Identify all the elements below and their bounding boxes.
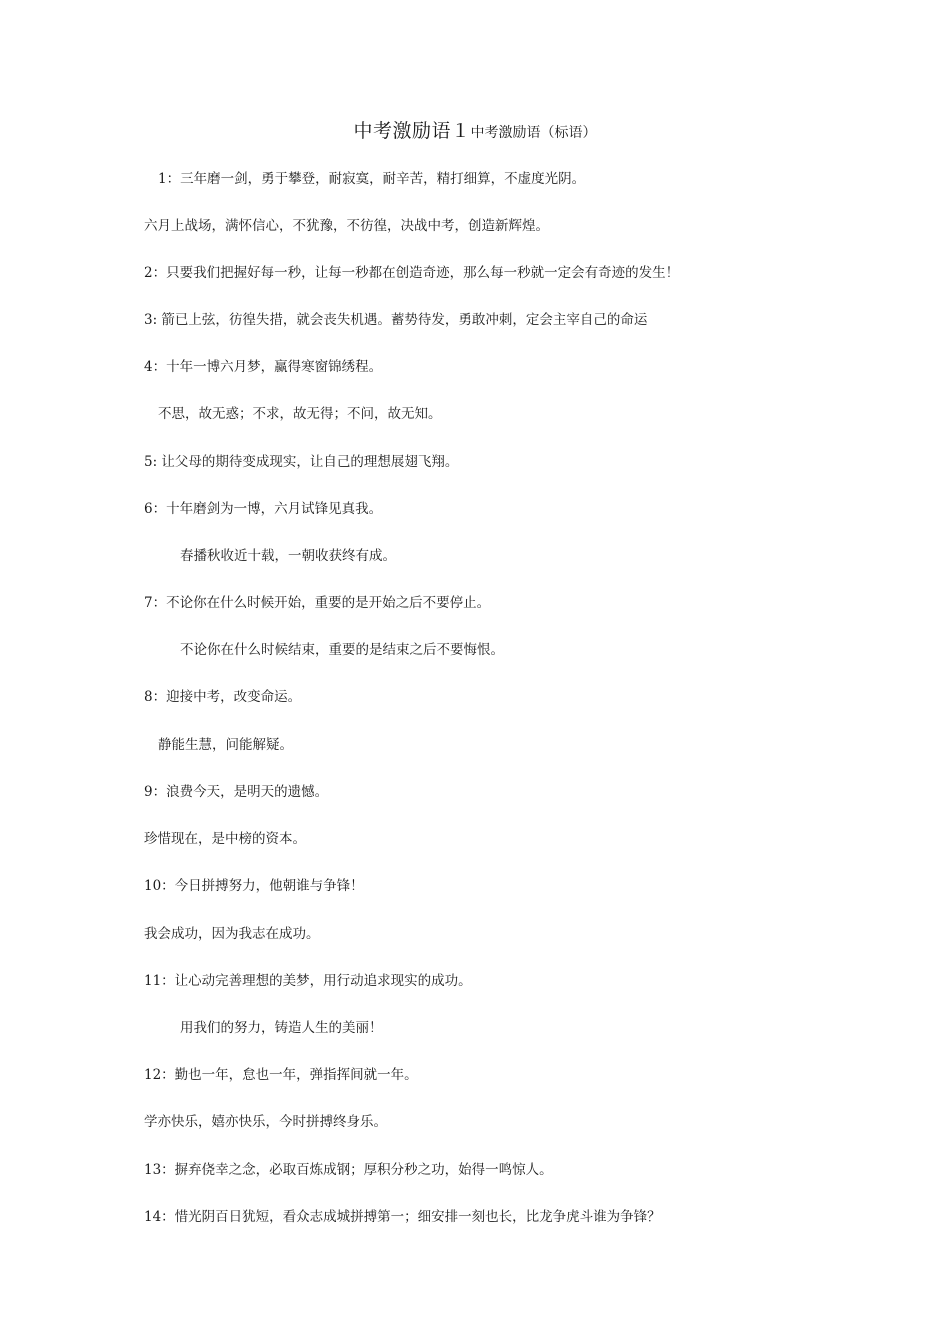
title-sub: 中考激励语（标语） bbox=[470, 125, 597, 141]
motto-line: 春播秋收近十载，一朝收获终有成。 bbox=[180, 548, 396, 564]
motto-line: 不思，故无惑；不求，故无得；不问，故无知。 bbox=[158, 406, 442, 422]
motto-line: 4：十年一博六月梦，赢得寒窗锦绣程。 bbox=[144, 359, 383, 375]
motto-line: 学亦快乐，嬉亦快乐，今时拼搏终身乐。 bbox=[144, 1114, 387, 1130]
motto-line: 静能生慧，问能解疑。 bbox=[158, 737, 293, 753]
motto-line: 2：只要我们把握好每一秒，让每一秒都在创造奇迹，那么每一秒就一定会有奇迹的发生！ bbox=[144, 265, 680, 281]
motto-line: 10：今日拼搏努力，他朝谁与争锋！ bbox=[144, 878, 364, 894]
motto-line: 6：十年磨剑为一博，六月试锋见真我。 bbox=[144, 501, 383, 517]
motto-line: 六月上战场，满怀信心，不犹豫，不彷徨，决战中考，创造新辉煌。 bbox=[144, 218, 549, 234]
motto-line: 14：惜光阴百日犹短，看众志成城拼搏第一；细安排一刻也长，比龙争虎斗谁为争锋？ bbox=[144, 1209, 661, 1225]
title-main: 中考激励语１ bbox=[353, 120, 471, 142]
motto-line: 珍惜现在，是中榜的资本。 bbox=[144, 831, 306, 847]
motto-line: 7：不论你在什么时候开始，重要的是开始之后不要停止。 bbox=[144, 595, 491, 611]
motto-line: 3: 箭已上弦，彷徨失措，就会丧失机遇。蓄势待发，勇敢冲刺，定会主宰自己的命运 bbox=[144, 312, 648, 328]
motto-line: 12：勤也一年，怠也一年，弹指挥间就一年。 bbox=[144, 1067, 418, 1083]
motto-line: 不论你在什么时候结束，重要的是结束之后不要悔恨。 bbox=[180, 642, 504, 658]
motto-line: 8：迎接中考，改变命运。 bbox=[144, 689, 302, 705]
motto-line: 11：让心动完善理想的美梦，用行动追求现实的成功。 bbox=[144, 973, 472, 989]
motto-line: 1：三年磨一剑，勇于攀登，耐寂寞，耐辛苦，精打细算，不虚度光阴。 bbox=[158, 171, 586, 187]
motto-line: 5: 让父母的期待变成现实，让自己的理想展翅飞翔。 bbox=[144, 454, 459, 470]
motto-line: 我会成功，因为我志在成功。 bbox=[144, 926, 320, 942]
motto-line: 9：浪费今天，是明天的遗憾。 bbox=[144, 784, 329, 800]
motto-line: 13：摒弃侥幸之念，必取百炼成钢；厚积分秒之功，始得一鸣惊人。 bbox=[144, 1162, 553, 1178]
document-title bbox=[0, 116, 950, 143]
motto-line: 用我们的努力，铸造人生的美丽！ bbox=[180, 1020, 383, 1036]
